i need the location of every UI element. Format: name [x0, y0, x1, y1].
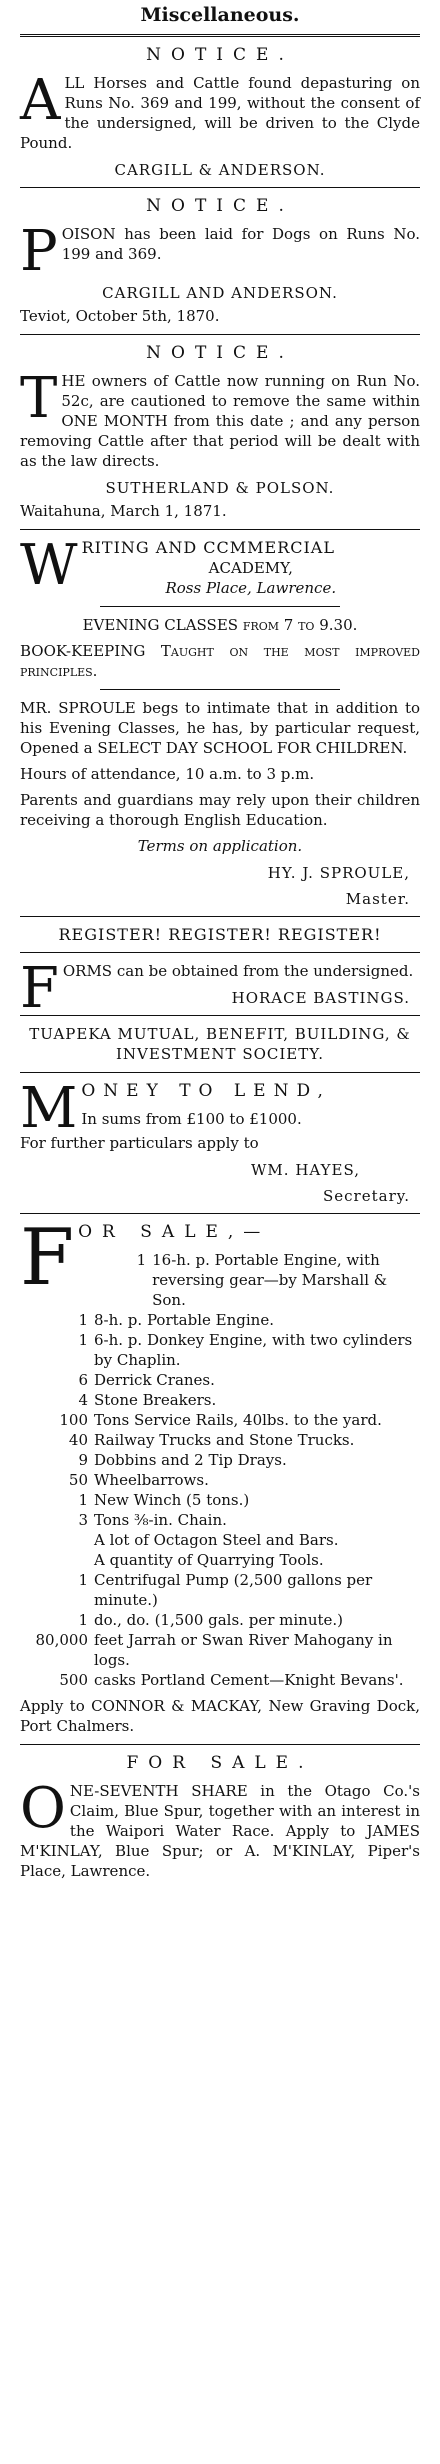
notice-date: Teviot, October 5th, 1870. [20, 307, 220, 325]
notice-heading: NOTICE. [146, 343, 294, 363]
sale-item [20, 1630, 420, 1670]
sale-item-qty [20, 1530, 94, 1550]
sale-item [20, 1570, 420, 1610]
tuapeka-role: Secretary. [323, 1187, 410, 1205]
academy-signature: HY. J. SPROULE, [267, 864, 410, 882]
sale-item-qty: 500 [59, 1671, 88, 1689]
sale-item [20, 1670, 420, 1690]
tuapeka-signature: WM. HAYES, [251, 1161, 360, 1179]
notice-1 [20, 45, 420, 179]
sale-item-qty: 1 [78, 1491, 88, 1509]
drop-cap: T [20, 366, 58, 431]
evening-classes: EVENING CLASSES from 7 to 9.30. [82, 616, 358, 634]
sale-item-qty: 4 [78, 1391, 88, 1409]
notice-signature: CARGILL & ANDERSON. [114, 161, 326, 179]
for-sale-title: F OR SALE,— [20, 1213, 271, 1303]
divider [20, 334, 420, 335]
for-sale-heading: FOR SALE. [126, 1753, 314, 1773]
drop-cap: F [20, 1213, 75, 1303]
notice-text: THE owners of Cattle now running on Run No. 52c, are cautioned to remove the same within ONE MONTH from this date ; and any person removing Cattle after that period will be dealt with as the law directs. [20, 366, 420, 470]
notice-2 [20, 196, 420, 326]
intimation: MR. SPROULE begs to intimate that in addition to his Evening Classes, he has, by particular request, Opened a SELECT DAY SCHOOL FOR CHILDREN. [20, 699, 420, 757]
sale-item-desc: Derrick Cranes. [94, 1371, 215, 1389]
sale-item-qty: 9 [78, 1451, 88, 1469]
academy-role: Master. [345, 890, 410, 908]
drop-cap: M [20, 1076, 78, 1141]
sale-item [20, 1610, 420, 1630]
sale-item-desc: 6-h. p. Donkey Engine, with two cylinders by Chaplin. [94, 1331, 413, 1369]
for-sale-text: ONE-SEVENTH SHARE in the Otago Co.'s Claim, Blue Spur, together with an interest in the Waipori Water Race. Apply to JAMES M'KINLAY, Blue Spur; or A. M'KINLAY, Piper's Place, Lawrence. [20, 1776, 420, 1880]
notice-signature: CARGILL AND ANDERSON. [102, 284, 338, 302]
divider [100, 606, 340, 607]
divider [100, 689, 340, 690]
notice-heading: NOTICE. [146, 45, 294, 65]
sale-item-desc: A quantity of Quarrying Tools. [94, 1551, 324, 1569]
sale-item-desc: Centrifugal Pump (2,500 gallons per minute.) [94, 1571, 373, 1609]
sale-item-desc: Tons ⅜-in. Chain. [94, 1511, 227, 1529]
tuapeka-ad [20, 1024, 420, 1205]
sale-items-list [20, 1250, 420, 1690]
tuapeka-heading: TUAPEKA MUTUAL, BENEFIT, BUILDING, & INVESTMENT SOCIETY. [29, 1025, 411, 1063]
sale-item-qty: 1 [78, 1571, 88, 1589]
newspaper-column [0, 4, 440, 1881]
notice-signature: SUTHERLAND & POLSON. [105, 479, 335, 497]
hours: Hours of attendance, 10 a.m. to 3 p.m. [20, 765, 315, 783]
page-title: Miscellaneous. [140, 4, 300, 26]
sale-item [20, 1430, 420, 1450]
sale-item-desc: Wheelbarrows. [94, 1471, 209, 1489]
sale-item-desc: Stone Breakers. [94, 1391, 217, 1409]
notice-3 [20, 343, 420, 521]
notice-date: Waitahuna, March 1, 1871. [20, 502, 227, 520]
sale-item-desc: New Winch (5 tons.) [94, 1491, 250, 1509]
money-to-lend: M ONEY TO LEND, In sums from £100 to £1000. [20, 1076, 331, 1141]
sale-item [20, 1390, 420, 1410]
register-signature: HORACE BASTINGS. [231, 989, 410, 1007]
sale-item-qty: 3 [78, 1511, 88, 1529]
sale-item-desc: 8-h. p. Portable Engine. [94, 1311, 274, 1329]
sale-item [20, 1410, 420, 1430]
tuapeka-line: For further particulars apply to [20, 1134, 259, 1152]
divider [20, 34, 420, 37]
sale-item-qty: 1 [78, 1311, 88, 1329]
sale-item-qty [20, 1550, 94, 1570]
for-sale-2 [20, 1753, 420, 1881]
drop-cap: A [20, 68, 61, 133]
terms: Terms on application. [137, 837, 303, 855]
sale-item-qty: 40 [68, 1431, 88, 1449]
sale-item [20, 1530, 420, 1550]
sale-item-desc: casks Portland Cement—Knight Bevans'. [94, 1671, 404, 1689]
sale-item-qty: 6 [78, 1371, 88, 1389]
sale-item-desc: A lot of Octagon Steel and Bars. [94, 1531, 339, 1549]
notice-text: ALL Horses and Cattle found depasturing on Runs No. 369 and 199, without the consent of the undersigned, will be driven to the Clyde Pound. [20, 68, 420, 152]
divider [20, 187, 420, 188]
notice-heading: NOTICE. [146, 196, 294, 216]
drop-cap: P [20, 219, 58, 284]
parents-note: Parents and guardians may rely upon their children receiving a thorough English Education. [20, 791, 420, 829]
divider [20, 916, 420, 917]
sale-item [20, 1310, 420, 1330]
bookkeeping: BOOK-KEEPING Taught on the most improved principles. [20, 642, 420, 680]
sale-item-desc: Tons Service Rails, 40lbs. to the yard. [94, 1411, 382, 1429]
sale-item [20, 1490, 420, 1510]
register-ad [20, 925, 420, 1021]
register-text: FORMS can be obtained from the undersigned. [20, 956, 414, 1021]
sale-item-qty: 1 [78, 1611, 88, 1629]
sale-item-desc: 16-h. p. Portable Engine, with reversing gear—by Marshall & Son. [152, 1251, 388, 1309]
for-sale-1 [20, 1213, 420, 1736]
divider [20, 952, 420, 953]
register-heading: REGISTER! REGISTER! REGISTER! [58, 925, 382, 944]
apply-text: Apply to CONNOR & MACKAY, New Graving Dock, Port Chalmers. [20, 1697, 420, 1735]
sale-item-qty: 1 [136, 1251, 147, 1269]
sale-item-desc: Railway Trucks and Stone Trucks. [94, 1431, 355, 1449]
divider [20, 1744, 420, 1745]
sale-item [20, 1370, 420, 1390]
sale-item [20, 1470, 420, 1490]
divider [20, 1213, 420, 1214]
sale-item-qty: 80,000 [35, 1631, 88, 1649]
divider [20, 1072, 420, 1073]
sale-item [20, 1450, 420, 1470]
academy-ad [20, 533, 420, 908]
drop-cap: O [20, 1776, 66, 1841]
sale-item-desc: Dobbins and 2 Tip Drays. [94, 1451, 287, 1469]
sale-item-qty: 100 [59, 1411, 88, 1429]
sale-item-desc: do., do. (1,500 gals. per minute.) [94, 1611, 344, 1629]
sale-item [20, 1330, 420, 1370]
notice-text: POISON has been laid for Dogs on Runs No. 199 and 369. [20, 219, 420, 284]
drop-cap: W [20, 533, 78, 598]
sale-item [20, 1550, 420, 1570]
sale-item-desc: feet Jarrah or Swan River Mahogany in logs. [94, 1631, 393, 1669]
sale-item-qty: 1 [78, 1331, 88, 1349]
sale-item-qty: 50 [68, 1471, 88, 1489]
divider [20, 1015, 420, 1016]
sale-item [78, 1250, 420, 1310]
drop-cap: F [20, 956, 59, 1021]
academy-address: Ross Place, Lawrence. [165, 579, 337, 597]
academy-title: W RITING AND CCMMERCIAL ACADEMY, Ross Place, Lawrence. [20, 538, 420, 598]
sale-item [20, 1510, 420, 1530]
divider [20, 529, 420, 530]
